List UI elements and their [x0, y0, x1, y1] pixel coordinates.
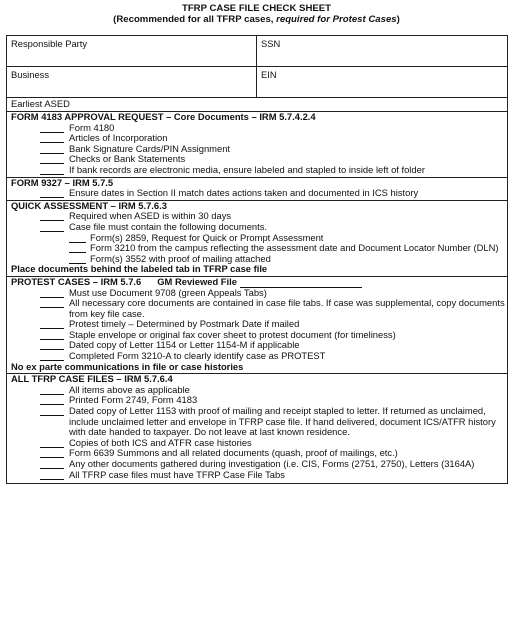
check-blank[interactable]	[40, 395, 64, 405]
business-label: Business	[11, 69, 50, 80]
check-blank[interactable]	[40, 351, 64, 361]
check-blank[interactable]	[40, 222, 64, 232]
responsible-party-label: Responsible Party	[11, 38, 88, 49]
check-blank[interactable]	[40, 211, 64, 221]
document-header	[0, 0, 513, 25]
item-text: Printed Form 2749, Form 4183	[69, 394, 198, 406]
item-text: All items above as applicable	[69, 383, 190, 395]
section-title-protest	[11, 277, 507, 288]
check-blank[interactable]	[40, 165, 64, 175]
ein-field[interactable]	[257, 67, 508, 98]
earliest-ased-label: Earliest ASED	[11, 98, 70, 109]
item-text: Required when ASED is within 30 days	[69, 210, 232, 222]
check-blank[interactable]	[40, 470, 64, 480]
check-blank[interactable]	[40, 288, 64, 298]
check-blank[interactable]	[40, 123, 64, 133]
item-text: All TFRP case files must have TFRP Case File Tabs	[69, 468, 285, 480]
item-text: Completed Form 3210-A to clearly identify case as PROTEST	[69, 350, 326, 362]
item-text: Dated copy of Letter 1153 with proof of mailing and receipt stapled to letter. If returned as unclaimed, include unclaimed letter and envelope in TFRP case file. If hand delivered, document ICS/ATFR history with date handed to taxpayer. Do not leave at last known residence.	[69, 405, 496, 438]
protest-title-text: PROTEST CASES – IRM 5.7.6	[11, 275, 142, 287]
checklist-item	[11, 470, 507, 481]
section-title-form-4183: FORM 4183 APPROVAL REQUEST – Core Documents – IRM 5.7.4.2.4	[11, 111, 316, 122]
check-blank[interactable]	[40, 319, 64, 329]
section-all-tfrp-case-files	[7, 374, 508, 484]
item-text: Articles of Incorporation	[69, 132, 168, 144]
check-blank[interactable]	[40, 340, 64, 350]
check-blank[interactable]	[40, 298, 64, 308]
checklist-item	[11, 406, 507, 438]
checklist-item	[11, 459, 507, 470]
check-sheet-table	[6, 35, 508, 484]
gm-reviewed-label: GM Reviewed File	[157, 275, 237, 287]
responsible-party-field[interactable]	[7, 36, 257, 67]
business-field[interactable]	[7, 67, 257, 98]
item-text: Checks or Bank Statements	[69, 153, 186, 165]
checklist-item	[11, 188, 507, 199]
item-text: Form 4180	[69, 121, 115, 133]
section-footer-note: No ex parte communications in file or case histories	[11, 360, 244, 372]
item-text: Ensure dates in Section II match dates actions taken and documented in ICS history	[69, 187, 419, 199]
check-blank[interactable]	[40, 438, 64, 448]
section-title-form-9327: FORM 9327 – IRM 5.7.5	[11, 176, 114, 188]
item-text: Form(s) 2859, Request for Quick or Prompt Assessment	[90, 231, 324, 243]
item-text: Any other documents gathered during investigation (i.e. CIS, Forms (2751, 2750), Letters (3164A)	[69, 458, 475, 469]
check-blank[interactable]	[40, 188, 64, 198]
check-blank[interactable]	[69, 233, 86, 243]
checklist-item	[11, 165, 507, 176]
item-text: Form(s) 3552 with proof of mailing attached	[90, 252, 271, 264]
item-text: Case file must contain the following documents.	[69, 220, 268, 232]
checklist-item	[11, 222, 507, 233]
item-text: If bank records are electronic media, ensure labeled and stapled to inside left of folder	[69, 163, 425, 175]
check-blank[interactable]	[40, 448, 64, 458]
check-blank[interactable]	[40, 459, 64, 469]
gm-reviewed-signature-line[interactable]	[240, 278, 362, 288]
item-text: All necessary core documents are contained in case file tabs. If case was supplemental, copy documents from key file case.	[69, 297, 505, 319]
item-text: Protest timely – Determined by Postmark Date if mailed	[69, 318, 300, 330]
ein-label: EIN	[261, 69, 277, 80]
section-title-all-tfrp: ALL TFRP CASE FILES – IRM 5.7.6.4	[11, 373, 173, 385]
section-footer-note: Place documents behind the labeled tab in TFRP case file	[11, 263, 268, 275]
check-blank[interactable]	[40, 385, 64, 395]
check-blank[interactable]	[40, 330, 64, 340]
item-text: Copies of both ICS and ATFR case histories	[69, 436, 252, 448]
section-protest-cases	[7, 276, 508, 373]
check-blank[interactable]	[40, 154, 64, 164]
item-text: Dated copy of Letter 1154 or Letter 1154-M if applicable	[69, 339, 300, 351]
page-title: TFRP CASE FILE CHECK SHEET	[181, 3, 332, 14]
item-text: Staple envelope or original fax cover sheet to protest document (for timeliness)	[69, 328, 396, 340]
section-form-4183	[7, 112, 508, 178]
item-text: Form 3210 from the campus reflecting the assessment date and Document Locator Number (DLN)	[90, 242, 499, 254]
check-blank[interactable]	[69, 243, 86, 253]
subtitle-prefix: (Recommended for all TFRP cases,	[113, 14, 277, 25]
section-quick-assessment	[7, 200, 508, 276]
check-blank[interactable]	[69, 254, 86, 264]
subtitle-italic: required for Protest Cases	[276, 14, 397, 25]
checklist-item	[11, 298, 507, 319]
check-blank[interactable]	[40, 133, 64, 143]
earliest-ased-field[interactable]	[7, 98, 508, 112]
item-text: Form 6639 Summons and all related documents (quash, proof of mailings, etc.)	[69, 447, 398, 459]
section-title-quick-assessment: QUICK ASSESSMENT – IRM 5.7.6.3	[11, 199, 167, 211]
item-text: Bank Signature Cards/PIN Assignment	[69, 142, 231, 154]
section-form-9327	[7, 177, 508, 200]
ssn-field[interactable]	[257, 36, 508, 67]
check-blank[interactable]	[40, 144, 64, 154]
subtitle-suffix: )	[396, 14, 400, 25]
ssn-label: SSN	[261, 38, 281, 49]
item-text: Must use Document 9708 (green Appeals Tabs)	[69, 286, 267, 298]
page-subtitle	[0, 14, 513, 25]
check-blank[interactable]	[40, 406, 64, 416]
